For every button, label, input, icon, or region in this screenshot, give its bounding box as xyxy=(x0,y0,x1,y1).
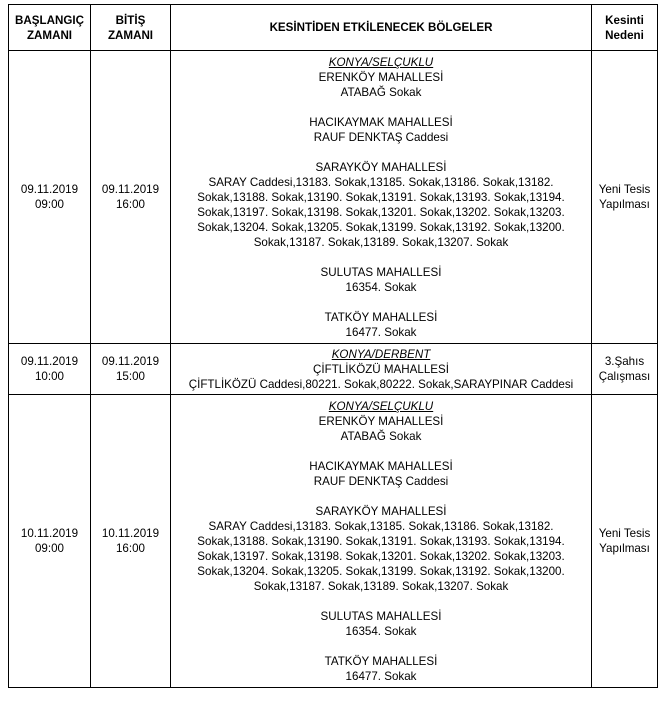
neighborhood-block xyxy=(173,160,589,250)
reason-cell: Yeni Tesis Yapılması xyxy=(592,51,658,344)
street-list-line: SARAY Caddesi,13183. Sokak,13185. Sokak,13186. Sokak,13182. xyxy=(208,175,554,189)
street-list-line: 16354. Sokak xyxy=(345,624,417,638)
neighborhood-block xyxy=(173,459,589,489)
district-name: KONYA/SELÇUKLU xyxy=(328,55,434,69)
reason-cell: 3.Şahıs Çalışması xyxy=(592,344,658,395)
neighborhood-block xyxy=(173,609,589,639)
start-time-cell: 09.11.2019 10:00 xyxy=(9,344,91,395)
neighborhood-block xyxy=(173,115,589,145)
neighborhood-name: TATKÖY MAHALLESİ xyxy=(324,654,438,668)
header-row xyxy=(9,5,658,51)
street-list-line: Sokak,13204. Sokak,13205. Sokak,13199. Sokak,13192. Sokak,13200. xyxy=(197,220,565,234)
start-time-cell: 10.11.2019 09:00 xyxy=(9,395,91,688)
neighborhood-block xyxy=(173,70,589,100)
neighborhood-name: SARAYKÖY MAHALLESİ xyxy=(315,160,447,174)
district-name: KONYA/SELÇUKLU xyxy=(328,399,434,413)
street-list-line: RAUF DENKTAŞ Caddesi xyxy=(313,130,449,144)
street-list-line: Sokak,13187. Sokak,13189. Sokak,13207. Sokak xyxy=(253,235,509,249)
street-list-line: 16354. Sokak xyxy=(345,280,417,294)
neighborhood-name: TATKÖY MAHALLESİ xyxy=(324,310,438,324)
affected-regions-cell xyxy=(171,51,592,344)
neighborhood-block xyxy=(173,310,589,340)
table-row xyxy=(9,344,658,395)
affected-regions-cell xyxy=(171,344,592,395)
end-time-cell: 09.11.2019 15:00 xyxy=(91,344,171,395)
neighborhood-name: ERENKÖY MAHALLESİ xyxy=(318,414,444,428)
street-list-line: SARAY Caddesi,13183. Sokak,13185. Sokak,13186. Sokak,13182. xyxy=(208,519,554,533)
header-end-time: BİTİŞ ZAMANI xyxy=(91,5,171,51)
street-list-line: ÇİFTLİKÖZÜ Caddesi,80221. Sokak,80222. Sokak,SARAYPINAR Caddesi xyxy=(188,377,574,391)
end-time-cell: 10.11.2019 16:00 xyxy=(91,395,171,688)
neighborhood-name: ERENKÖY MAHALLESİ xyxy=(318,70,444,84)
street-list-line: Sokak,13197. Sokak,13198. Sokak,13201. Sokak,13202. Sokak,13203. xyxy=(197,205,565,219)
start-time-cell: 09.11.2019 09:00 xyxy=(9,51,91,344)
street-list-line: RAUF DENKTAŞ Caddesi xyxy=(313,474,449,488)
street-list-line: Sokak,13204. Sokak,13205. Sokak,13199. Sokak,13192. Sokak,13200. xyxy=(197,564,565,578)
end-time-cell: 09.11.2019 16:00 xyxy=(91,51,171,344)
neighborhood-name: SARAYKÖY MAHALLESİ xyxy=(315,504,447,518)
neighborhood-block xyxy=(173,654,589,684)
street-list-line: Sokak,13188. Sokak,13190. Sokak,13191. Sokak,13193. Sokak,13194. xyxy=(197,190,565,204)
neighborhood-name: ÇİFTLİKÖZÜ MAHALLESİ xyxy=(313,362,449,376)
district-name: KONYA/DERBENT xyxy=(331,347,431,361)
neighborhood-block xyxy=(173,414,589,444)
neighborhood-name: SULUTAS MAHALLESİ xyxy=(320,609,442,623)
neighborhood-block xyxy=(173,362,589,392)
street-list-line: ATABAĞ Sokak xyxy=(340,85,422,99)
table-row xyxy=(9,51,658,344)
street-list-line: Sokak,13188. Sokak,13190. Sokak,13191. Sokak,13193. Sokak,13194. xyxy=(197,534,565,548)
header-reason: Kesinti Nedeni xyxy=(592,5,658,51)
street-list-line: 16477. Sokak xyxy=(345,669,417,683)
table-row xyxy=(9,395,658,688)
neighborhood-name: SULUTAS MAHALLESİ xyxy=(320,265,442,279)
neighborhood-name: HACIKAYMAK MAHALLESİ xyxy=(309,459,453,473)
outage-schedule-table xyxy=(8,4,658,688)
street-list-line: Sokak,13187. Sokak,13189. Sokak,13207. Sokak xyxy=(253,579,509,593)
reason-cell: Yeni Tesis Yapılması xyxy=(592,395,658,688)
neighborhood-block xyxy=(173,504,589,594)
header-start-time: BAŞLANGIÇ ZAMANI xyxy=(9,5,91,51)
street-list-line: ATABAĞ Sokak xyxy=(340,429,422,443)
header-affected-regions: KESİNTİDEN ETKİLENECEK BÖLGELER xyxy=(171,5,592,51)
neighborhood-block xyxy=(173,265,589,295)
affected-regions-cell xyxy=(171,395,592,688)
street-list-line: Sokak,13197. Sokak,13198. Sokak,13201. Sokak,13202. Sokak,13203. xyxy=(197,549,565,563)
neighborhood-name: HACIKAYMAK MAHALLESİ xyxy=(309,115,453,129)
street-list-line: 16477. Sokak xyxy=(345,325,417,339)
